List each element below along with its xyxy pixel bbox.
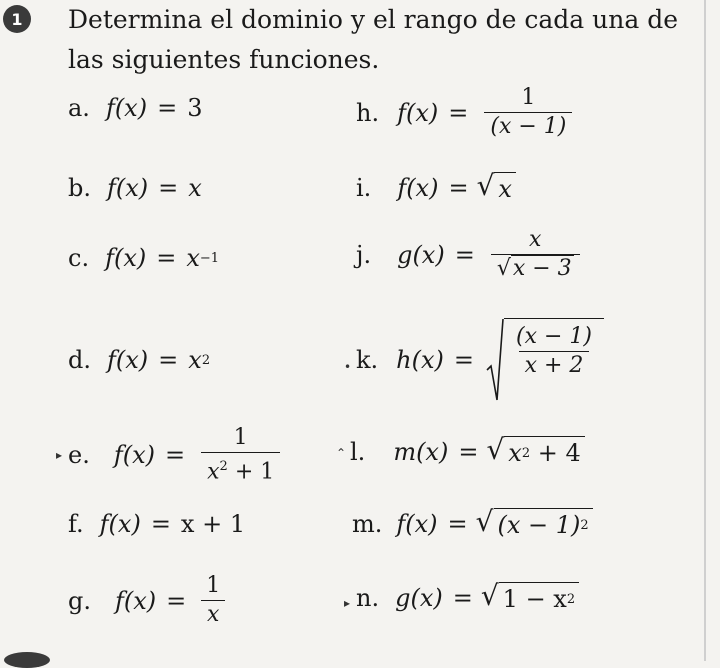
item-h: h. f(x) = $\frac{1}{(x - 1)}$ [356,84,572,141]
denominator: x [201,600,225,629]
page-edge-line [704,0,706,661]
denominator: (x − 1) [484,112,572,141]
fraction [200,572,226,629]
exponent: −1 [199,250,220,266]
function-value: x [186,244,200,272]
item-label: b. [68,174,91,202]
function-name: g(x) [397,240,445,269]
function-value: x [188,346,202,374]
numerator: 1 [206,573,221,598]
function-name: f(x) [396,509,438,538]
function-name: f(x) [113,441,155,470]
exponent: 2 [201,352,211,368]
square-root: √ x 2 + 4 [486,436,584,467]
item-label: g. [68,586,91,615]
function-name: f(x) [115,586,157,615]
function-name: f(x) [105,244,147,272]
item-label: d. [68,346,91,374]
next-exercise-badge [4,652,50,668]
item-label: f. [68,510,84,538]
denominator: x + 2 [519,351,590,380]
exercise-number-badge: 1 [3,5,31,33]
item-label: i. [356,173,372,202]
item-l: l. m(x) = √ x 2 + 4 [350,436,585,467]
item-d: d. f(x) = x 2 [68,346,211,374]
function-name: f(x) [107,346,149,374]
item-e: e. f(x) = $\frac{1}{x^2 + 1}$ [68,424,280,486]
square-root: √ (x − 1) 2 [476,508,593,539]
item-label: e. [68,441,90,470]
item-label: a. [68,94,90,122]
denominator: $x^2 + 1$ [201,452,280,486]
item-label: l. [350,437,366,466]
fraction [491,226,580,283]
function-value: x + 1 [180,510,246,538]
handwritten-mark: ▸ [56,448,63,462]
item-label: k. [356,346,379,374]
item-label: c. [68,244,90,272]
item-i: i. f(x) = √ x [356,172,516,203]
item-n: n. g(x) = √ 1 − x 2 [356,582,579,613]
function-name: f(x) [397,173,439,202]
function-name: h(x) [396,346,444,374]
handwritten-mark: • [344,360,352,374]
function-value: 3 [187,94,203,122]
square-root [486,318,604,402]
fraction [484,84,572,141]
numerator: 1 [521,85,536,110]
fraction [201,424,280,486]
denominator: √x − 3 [491,254,580,283]
item-label: h. [356,98,380,127]
exercise-heading: Determina el dominio y el rango de cada una de las siguientes funciones. [68,5,678,74]
function-name: f(x) [107,174,149,202]
item-c: c. f(x) = x −1 [68,244,220,272]
function-value: x [188,174,202,202]
item-label: j. [356,240,372,269]
function-name: f(x) [397,98,439,127]
item-g: g. f(x) = $\frac{1}{x}$ [68,572,226,629]
item-b: b. f(x) = x [68,174,202,202]
item-label: m. [352,509,383,538]
function-name: f(x) [99,510,141,538]
handwritten-mark: ⌃ [336,446,347,460]
function-name: f(x) [105,94,148,122]
function-name: g(x) [395,583,443,612]
function-name: m(x) [393,437,449,466]
numerator: x [529,227,542,252]
item-label: n. [356,583,380,612]
item-f: f. f(x) = x + 1 [68,510,246,538]
item-m: m. f(x) = √ (x − 1) 2 [352,508,593,539]
fraction [510,323,598,380]
numerator: (x − 1) [516,324,592,349]
handwritten-mark: ▸ [344,596,351,610]
item-k: k. h(x) = $\frac{(x - 1)}{x + 2}$ [356,318,604,402]
square-root: √ x [477,172,516,203]
item-a: a. f(x) = 3 [68,94,203,122]
numerator: 1 [233,425,248,450]
square-root: √ 1 − x 2 [481,582,579,613]
item-j: j. g(x) = $\frac{x}{√x - 3}$ [356,226,580,283]
